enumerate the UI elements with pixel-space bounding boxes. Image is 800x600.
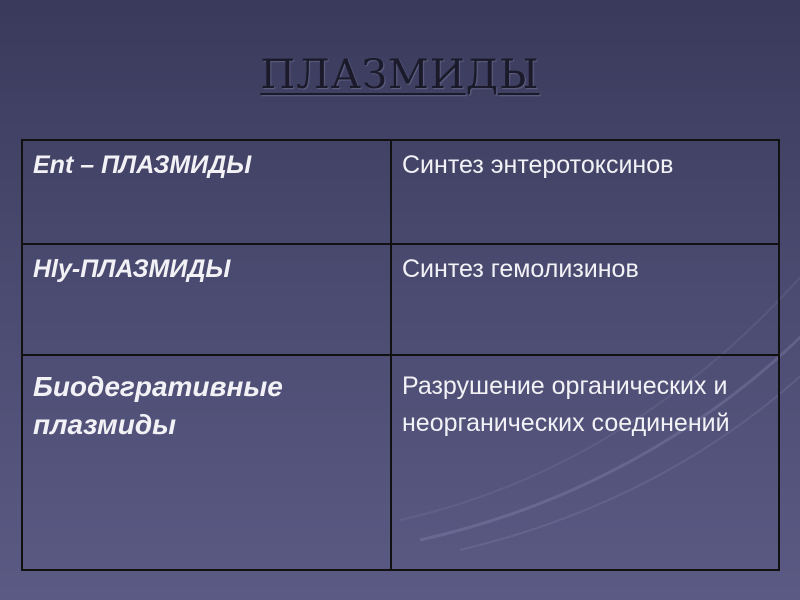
plasmid-function-cell: Синтез гемолизинов [391,244,779,355]
slide-title: ПЛАЗМИДЫ [260,52,540,98]
plasmid-type-cell: Биодегративные плазмиды [22,355,391,570]
plasmid-function-cell: Разрушение органических и неорганических соединений [391,355,779,570]
plasmid-table [21,139,780,571]
plasmid-type-cell: Ent – ПЛАЗМИДЫ [22,140,391,244]
plasmid-type-cell: Hly-ПЛАЗМИДЫ [22,244,391,355]
table-row [22,355,779,570]
plasmid-function-cell: Синтез энтеротоксинов [391,140,779,244]
table-row [22,244,779,355]
table-row [22,140,779,244]
